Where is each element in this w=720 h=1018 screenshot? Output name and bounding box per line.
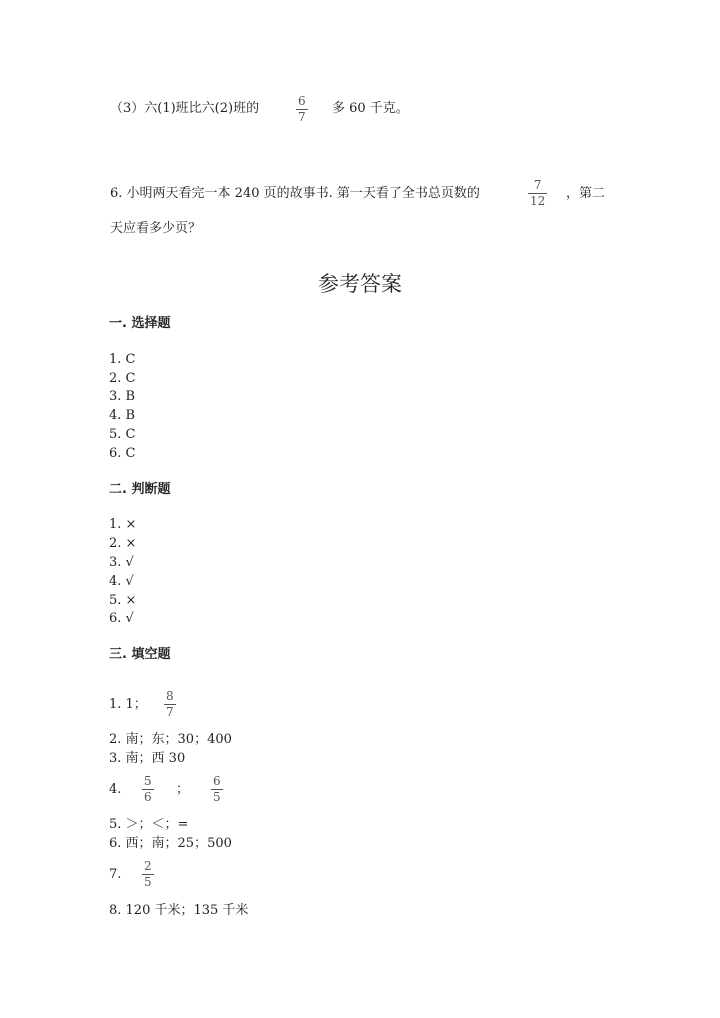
fraction-denominator: 7	[298, 110, 306, 124]
question-part3-suffix: 多 60 千克。	[332, 101, 409, 116]
fill-answer-6: 6. 西；南；25；500	[109, 836, 232, 851]
fraction-denominator: 5	[144, 875, 152, 889]
judge-answer-4: 4. √	[109, 574, 134, 589]
judge-answer-5: 5. ×	[109, 593, 137, 608]
fraction-denominator: 12	[530, 194, 546, 208]
fill-answer-1-prefix: 1. 1；	[109, 697, 147, 712]
section-heading-choice: 一. 选择题	[109, 316, 171, 331]
fraction-denominator: 7	[166, 705, 174, 719]
choice-answer-3: 3. B	[109, 389, 136, 404]
fraction-numerator: 7	[533, 178, 542, 192]
fill-answer-2: 2. 南；东；30；400	[109, 732, 232, 747]
fill-answer-8: 8. 120 千米；135 千米	[109, 903, 249, 918]
question6-line1-prefix: 6. 小明两天看完一本 240 页的故事书. 第一天看了全书总页数的	[110, 186, 480, 201]
choice-answer-2: 2. C	[109, 371, 136, 386]
fraction-numerator: 5	[144, 774, 152, 788]
choice-answer-1: 1. C	[109, 352, 136, 367]
question6-fraction	[528, 179, 547, 208]
answer-title: 参考答案	[318, 272, 402, 296]
choice-answer-4: 4. B	[109, 408, 136, 423]
fill-answer-4-fraction-b	[211, 775, 223, 804]
section-heading-fill: 三. 填空题	[109, 647, 171, 662]
fill-answer-4-fraction-a	[142, 775, 154, 804]
fraction-numerator: 6	[298, 94, 306, 108]
judge-answer-1: 1. ×	[109, 517, 137, 532]
fill-answer-3: 3. 南；西 30	[109, 751, 186, 766]
fraction-denominator: 6	[144, 790, 152, 804]
fill-answer-7-fraction	[142, 860, 154, 889]
judge-answer-2: 2. ×	[109, 536, 137, 551]
fill-answer-7-prefix: 7.	[109, 867, 122, 882]
choice-answer-5: 5. C	[109, 427, 136, 442]
question-part3-prefix: （3）六(1)班比六(2)班的	[110, 101, 260, 116]
judge-answer-6: 6. √	[109, 611, 134, 626]
fraction-numerator: 2	[144, 859, 152, 873]
fill-answer-5: 5. ＞；＜；=	[109, 817, 189, 832]
fraction-denominator: 5	[213, 790, 221, 804]
choice-answer-6: 6. C	[109, 446, 136, 461]
fill-answer-4-separator: ；	[176, 782, 190, 797]
fraction-numerator: 6	[213, 774, 221, 788]
judge-answer-3: 3. √	[109, 555, 134, 570]
section-heading-judge: 二. 判断题	[109, 482, 171, 497]
fill-answer-1-fraction	[164, 690, 176, 719]
question6-line2: 天应看多少页？	[110, 221, 202, 236]
question6-line1-suffix: ，第二	[566, 186, 606, 201]
fraction-numerator: 8	[166, 689, 174, 703]
question-part3-fraction	[296, 95, 308, 124]
fill-answer-4-prefix: 4.	[109, 782, 122, 797]
